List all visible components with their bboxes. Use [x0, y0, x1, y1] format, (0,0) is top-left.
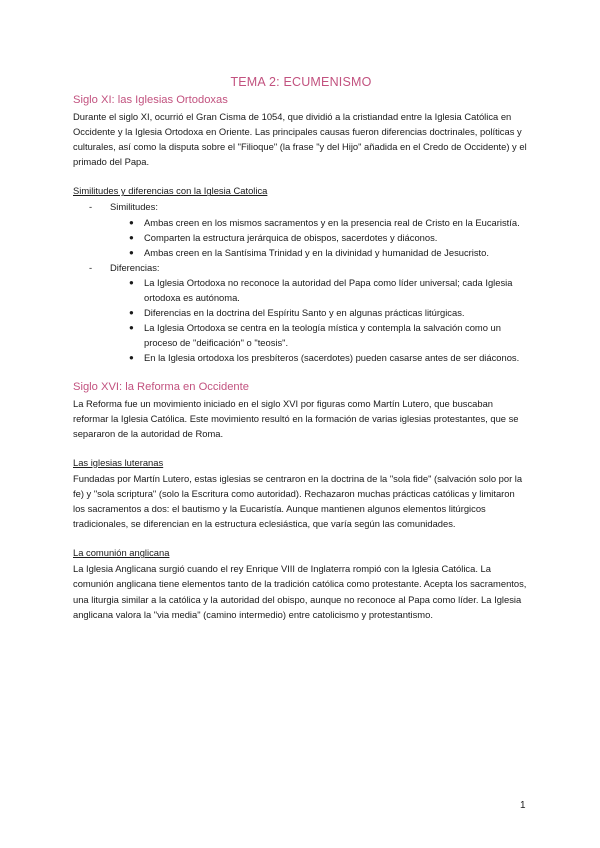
bullet-icon: ●: [129, 247, 134, 257]
list-item: [129, 245, 529, 260]
list-item: [73, 260, 529, 275]
dash-bullet-icon: -: [89, 201, 93, 213]
bullet-icon: ●: [129, 353, 134, 363]
anglicana-paragraph: La Iglesia Anglicana surgió cuando el rey Enrique VIII de Inglaterra rompió con la Iglesia Católica. La comunión anglicana tiene elementos tanto de la tradición católica como protestante. Acepta los sacramentos, una liturgia similar a la católica y la autoridad del obispo, aunque no reconoce al Papa como líder. La Iglesia anglicana valora la "via media" (camino intermedio) entre catolicismo y protestantismo.: [73, 563, 527, 620]
list-item-text: Ambas creen en los mismos sacramentos y en la presencia real de Cristo en la Eucaristía.: [144, 216, 520, 228]
list-item: [73, 199, 529, 214]
list-item: [129, 275, 529, 305]
list-item-text: Comparten la estructura jerárquica de obispos, sacerdotes y diáconos.: [144, 231, 438, 243]
section-heading-siglo-xvi: Siglo XVI: la Reforma en Occidente: [73, 380, 249, 393]
list-item-text: La Iglesia Ortodoxa no reconoce la autoridad del Papa como líder universal; cada Iglesia ortodoxa es autónoma.: [144, 276, 513, 304]
list-item: [129, 350, 529, 365]
subheading-anglicana: La comunión anglicana: [73, 547, 170, 559]
dash-bullet-icon: -: [89, 261, 93, 273]
list-item: [129, 305, 529, 320]
list-item-text: Diferencias en la doctrina del Espíritu Santo y en algunas prácticas litúrgicas.: [144, 307, 465, 319]
page-number: 1: [520, 800, 526, 811]
list-item-text: En la Iglesia ortodoxa los presbíteros (sacerdotes) pueden casarse antes de ser diáconos.: [144, 352, 520, 364]
bullet-icon: ●: [129, 323, 134, 333]
subheading-similitudes-diferencias: Similitudes y diferencias con la Iglesia Catolica: [73, 185, 268, 197]
document-body: [73, 74, 529, 622]
bullet-icon: ●: [129, 217, 134, 227]
list-item: [129, 320, 529, 350]
list-item-text: La Iglesia Ortodoxa se centra en la teología mística y contempla la salvación como un proceso de "deificación" o "teosis".: [144, 322, 501, 349]
diferencias-label: Diferencias:: [110, 261, 160, 273]
comparison-list: [73, 199, 529, 214]
comparison-list-2: [73, 260, 529, 275]
diferencias-list: [73, 275, 529, 366]
section-paragraph-siglo-xi: Durante el siglo XI, ocurrió el Gran Cisma de 1054, que dividió a la cristiandad entre la Iglesia Católica en Occidente y la Iglesia Ortodoxa en Oriente. Las principales causas fueron diferencias doctrinales, políticas y culturales, así como la disputa sobre el "Filioque" (la frase "y del Hijo" añadida en el Credo de Occidente) y el primado del Papa.: [73, 111, 527, 168]
bullet-icon: ●: [129, 308, 134, 318]
luteranas-paragraph: Fundadas por Martín Lutero, estas iglesias se centraron en la doctrina de la "sola fide" (salvación solo por la fe) y "sola scriptura" (solo la Escritura como autoridad). Rechazaron muchas prácticas católicas y limitaron los sacramentos a dos: el bautismo y la Eucaristía. Aunque mantienen algunos elementos litúrgicos tradicionales, se diferencian en la estructura eclesiástica, que varía según las comunidades.: [73, 472, 523, 530]
similitudes-list: [73, 215, 529, 260]
page-title: TEMA 2: ECUMENISMO: [230, 75, 372, 89]
list-item: [129, 215, 529, 230]
bullet-icon: ●: [129, 232, 134, 242]
section-heading-siglo-xi: Siglo XI: las Iglesias Ortodoxas: [73, 94, 228, 106]
list-item: [129, 230, 529, 245]
section-paragraph-siglo-xvi: La Reforma fue un movimiento iniciado en el siglo XVI por figuras como Martín Lutero, que buscaban reformar la Iglesia Católica. Este movimiento resultó en la formación de varias iglesias protestantes, que se separaron de la autoridad de Roma.: [73, 397, 519, 439]
similitudes-label: Similitudes:: [110, 201, 158, 213]
list-item-text: Ambas creen en la Santísima Trinidad y en la divinidad y humanidad de Jesucristo.: [144, 246, 489, 258]
subheading-luteranas: Las iglesias luteranas: [73, 456, 164, 468]
bullet-icon: ●: [129, 277, 134, 287]
